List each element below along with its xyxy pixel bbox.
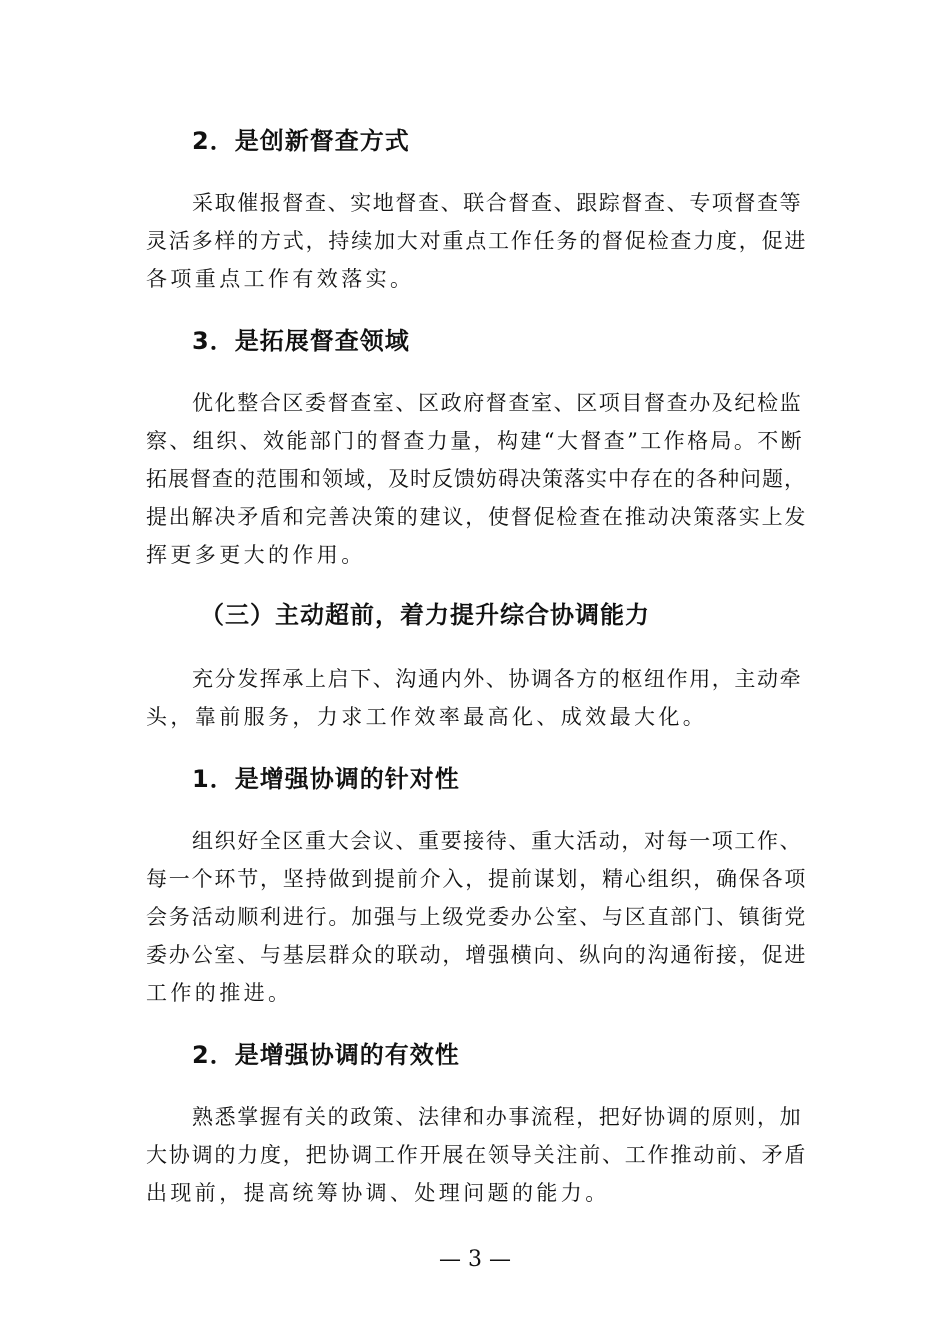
text-line: 熟悉掌握有关的政策、法律和办事流程，把好协调的原则，加 bbox=[192, 1105, 803, 1129]
text-line: 充分发挥承上启下、沟通内外、协调各方的枢纽作用，主动牵 bbox=[192, 667, 803, 691]
paragraph-targeted-coordination bbox=[146, 822, 806, 1012]
text-line: 工作的推进。 bbox=[146, 981, 293, 1005]
text-line: 头，靠前服务，力求工作效率最高化、成效最大化。 bbox=[146, 705, 708, 729]
text-line: 灵活多样的方式，持续加大对重点工作任务的督促检查力度，促进 bbox=[146, 229, 808, 253]
text-line: 提出解决矛盾和完善决策的建议，使督促检查在推动决策落实上发 bbox=[146, 505, 808, 529]
text-line: 出现前，提高统筹协调、处理问题的能力。 bbox=[146, 1181, 610, 1205]
text-line: 组织好全区重大会议、重要接待、重大活动，对每一项工作、 bbox=[192, 829, 803, 853]
section-heading-targeted-coordination: 1．是增强协调的针对性 bbox=[192, 765, 460, 793]
section-heading-expand-supervision: 3．是拓展督查领域 bbox=[192, 327, 410, 355]
section-heading-innovate-supervision: 2．是创新督查方式 bbox=[192, 127, 410, 155]
text-line: 优化整合区委督查室、区政府督查室、区项目督查办及纪检监 bbox=[192, 391, 803, 415]
text-line: 挥更多更大的作用。 bbox=[146, 543, 366, 567]
text-line: 采取催报督查、实地督查、联合督查、跟踪督查、专项督查等 bbox=[192, 191, 803, 215]
section-heading-effective-coordination: 2．是增强协调的有效性 bbox=[192, 1041, 460, 1069]
paragraph-supervision-methods bbox=[146, 184, 806, 298]
page-number: — 3 — bbox=[439, 1247, 511, 1272]
paragraph-coordination-intro bbox=[146, 660, 806, 736]
text-line: 察、组织、效能部门的督查力量，构建“大督查”工作格局。不断 bbox=[146, 429, 805, 453]
paragraph-effective-coordination bbox=[146, 1098, 806, 1212]
section-heading-coordination: （三）主动超前，着力提升综合协调能力 bbox=[200, 601, 650, 629]
text-line: 每一个环节，坚持做到提前介入，提前谋划，精心组织，确保各项 bbox=[146, 867, 808, 891]
paragraph-supervision-scope bbox=[146, 384, 806, 574]
text-line: 会务活动顺利进行。加强与上级党委办公室、与区直部门、镇街党 bbox=[146, 905, 808, 929]
text-line: 各项重点工作有效落实。 bbox=[146, 267, 415, 291]
text-line: 大协调的力度，把协调工作开展在领导关注前、工作推动前、矛盾 bbox=[146, 1143, 808, 1167]
text-line: 拓展督查的范围和领域，及时反馈妨碍决策落实中存在的各种问题， bbox=[146, 467, 806, 491]
text-line: 委办公室、与基层群众的联动，增强横向、纵向的沟通衔接，促进 bbox=[146, 943, 808, 967]
